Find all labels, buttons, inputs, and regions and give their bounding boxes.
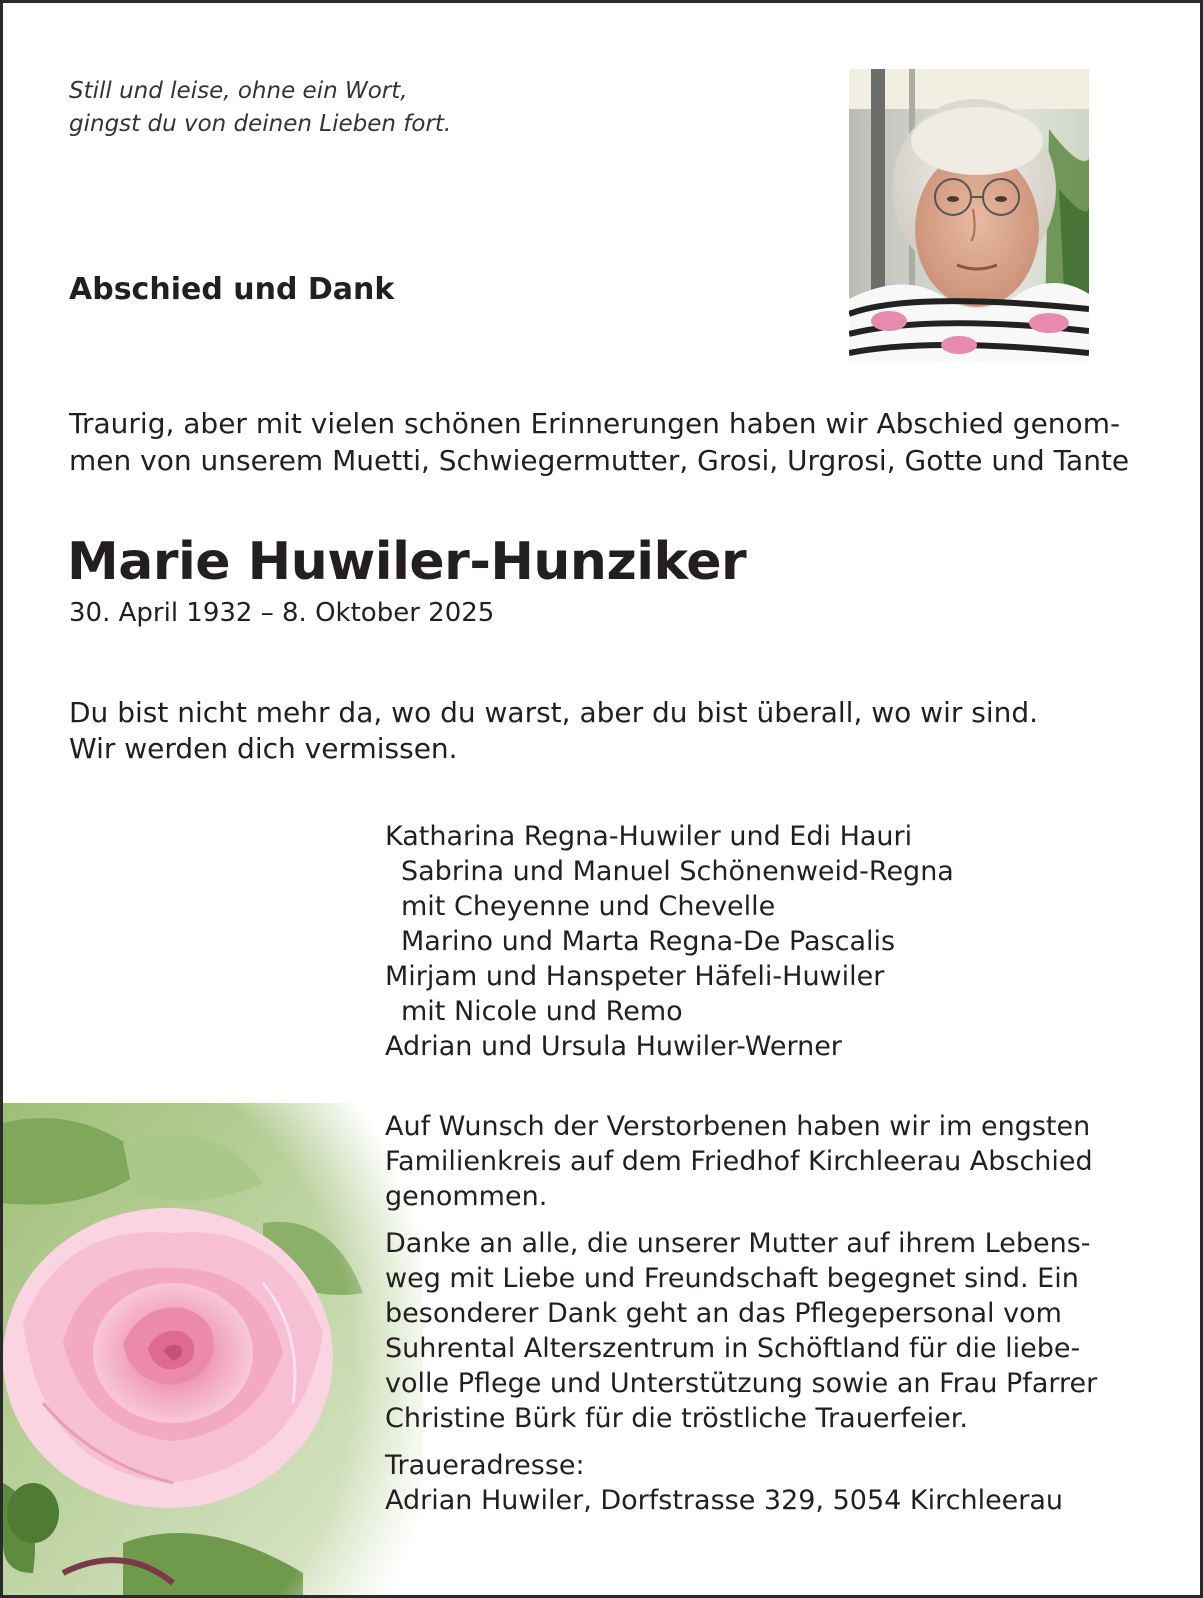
address-block xyxy=(385,1448,1145,1518)
family-list xyxy=(385,819,954,1064)
quote-line-2: Wir werden dich vermissen. xyxy=(69,732,458,765)
family-member: Marino und Marta Regna-De Pascalis xyxy=(401,926,896,957)
intro-text xyxy=(69,405,1139,479)
family-member: Sabrina und Manuel Schönenweid-Regna xyxy=(401,856,954,887)
thanks-line-5: volle Pflege und Unterstützung sowie an Frau Pfarrer xyxy=(385,1368,1098,1399)
address-label: Traueradresse: xyxy=(385,1450,585,1481)
notice-line-1: Auf Wunsch der Verstorbenen haben wir im engsten xyxy=(385,1111,1091,1142)
poem-line-2: gingst du von deinen Lieben fort. xyxy=(69,111,452,137)
quote-line-1: Du bist nicht mehr da, wo du warst, aber du bist überall, wo wir sind. xyxy=(69,696,1039,729)
notice-line-3: genommen. xyxy=(385,1181,548,1212)
portrait-illustration xyxy=(849,69,1089,361)
thanks-line-2: weg mit Liebe und Freundschaft begegnet sind. Ein xyxy=(385,1263,1079,1294)
thanks-paragraph xyxy=(385,1226,1145,1436)
life-dates: 30. April 1932 – 8. Oktober 2025 xyxy=(69,598,495,628)
family-member: Katharina Regna-Huwiler und Edi Hauri xyxy=(385,821,913,852)
notice-paragraph xyxy=(385,1109,1145,1214)
thanks-line-1: Danke an alle, die unserer Mutter auf ihrem Lebens- xyxy=(385,1228,1091,1259)
intro-line-1: Traurig, aber mit vielen schönen Erinnerungen haben wir Abschied genom- xyxy=(69,407,1121,440)
family-member: mit Cheyenne und Chevelle xyxy=(401,891,776,922)
closing-text xyxy=(385,1109,1145,1530)
thanks-line-6: Christine Bürk für die tröstliche Trauerfeier. xyxy=(385,1403,968,1434)
family-member: Mirjam und Hanspeter Häfeli-Huwiler xyxy=(385,961,885,992)
rose-illustration xyxy=(3,1103,423,1595)
poem-line-1: Still und leise, ohne ein Wort, xyxy=(69,78,408,104)
heading: Abschied und Dank xyxy=(69,272,395,307)
intro-line-2: men von unserem Muetti, Schwiegermutter, Grosi, Urgrosi, Gotte und Tante xyxy=(69,444,1130,477)
quote xyxy=(69,695,1038,767)
thanks-line-4: Suhrental Alterszentrum in Schöftland für die liebe- xyxy=(385,1333,1081,1364)
portrait-photo xyxy=(849,69,1089,361)
rose-image xyxy=(3,1103,423,1595)
address-value: Adrian Huwiler, Dorfstrasse 329, 5054 Kirchleerau xyxy=(385,1485,1064,1516)
poem xyxy=(69,75,451,141)
notice-line-2: Familienkreis auf dem Friedhof Kirchleerau Abschied xyxy=(385,1146,1093,1177)
family-member: mit Nicole und Remo xyxy=(401,996,683,1027)
family-member: Adrian und Ursula Huwiler-Werner xyxy=(385,1031,842,1062)
deceased-name: Marie Huwiler-Hunziker xyxy=(67,532,747,592)
thanks-line-3: besonderer Dank geht an das Pflegepersonal vom xyxy=(385,1298,1062,1329)
